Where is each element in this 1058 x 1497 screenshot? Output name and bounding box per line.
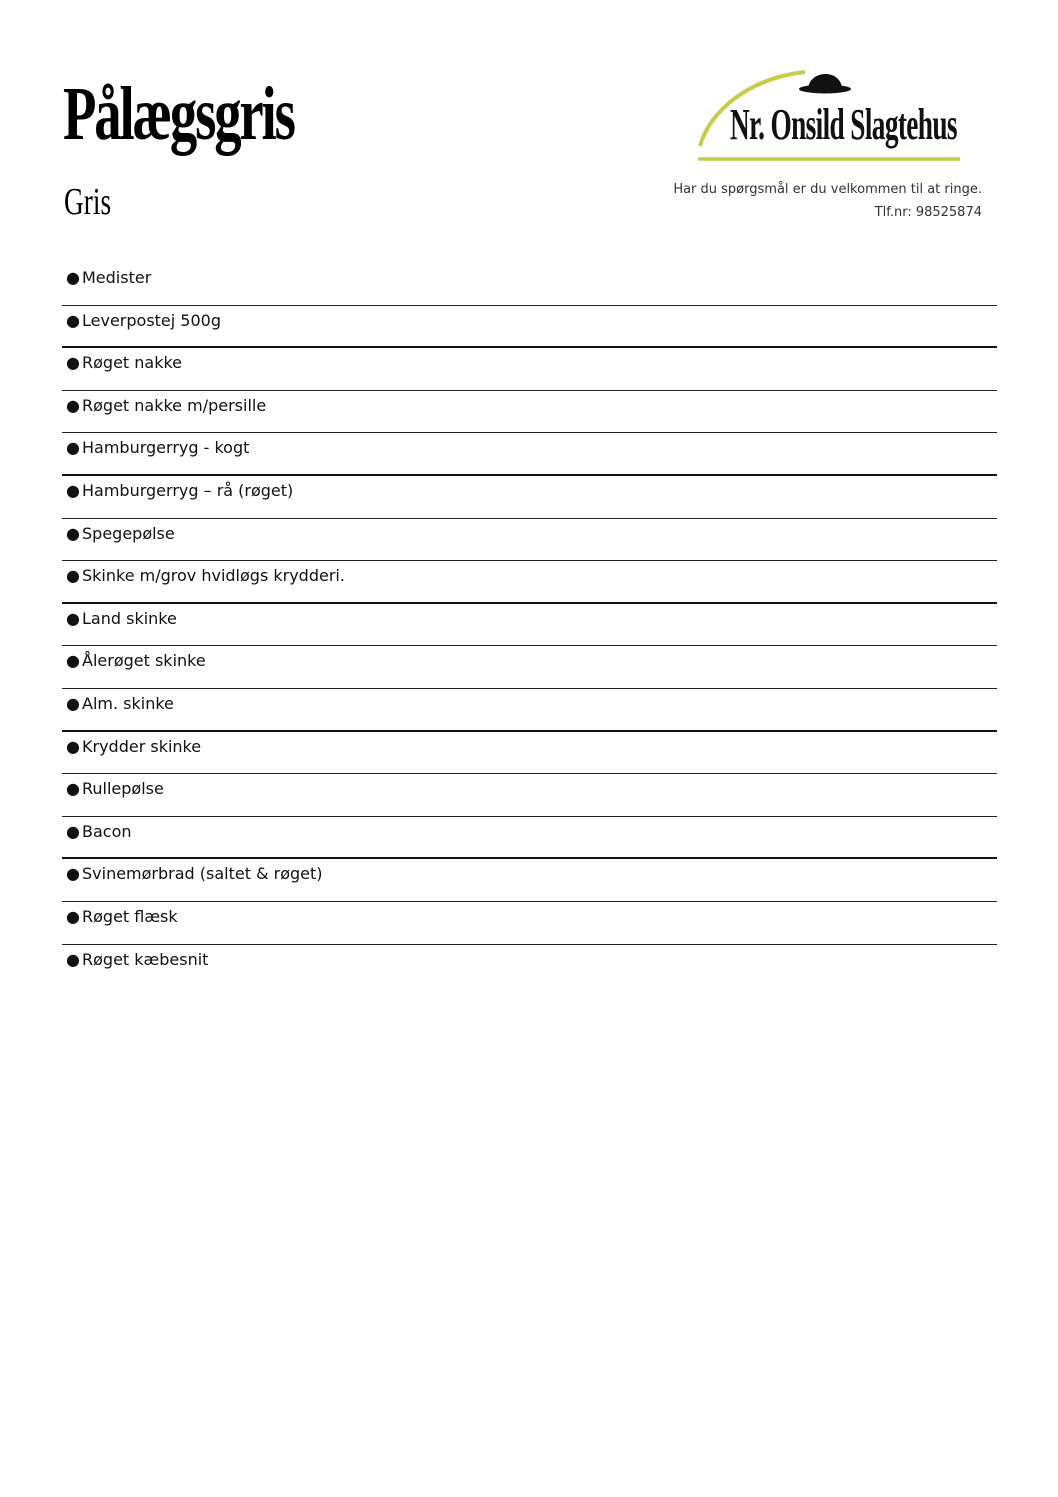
bullet-icon: ● bbox=[66, 353, 80, 373]
list-item bbox=[62, 348, 997, 391]
page-subtitle: Gris bbox=[64, 181, 112, 223]
list-item bbox=[62, 774, 997, 817]
contact-line: Har du spørgsmål er du velkommen til at ringe. bbox=[673, 182, 982, 197]
list-item bbox=[62, 306, 997, 349]
list-item bbox=[62, 561, 997, 604]
bullet-icon: ● bbox=[66, 268, 80, 287]
item-label: Svinemørbrad (saltet & røget) bbox=[82, 864, 323, 884]
list-item bbox=[62, 732, 997, 775]
bullet-icon: ● bbox=[66, 480, 80, 500]
bullet-icon: ● bbox=[66, 693, 80, 713]
list-item bbox=[62, 519, 997, 562]
list-item bbox=[62, 689, 997, 732]
bullet-icon: ● bbox=[66, 736, 80, 756]
product-list bbox=[62, 263, 997, 987]
bullet-icon: ● bbox=[66, 906, 80, 926]
list-item bbox=[62, 945, 997, 988]
bullet-icon: ● bbox=[66, 395, 80, 415]
bullet-icon: ● bbox=[66, 651, 80, 671]
item-label: Leverpostej 500g bbox=[82, 310, 221, 330]
list-item bbox=[62, 433, 997, 476]
bullet-icon: ● bbox=[66, 779, 80, 799]
item-label: Bacon bbox=[82, 821, 132, 841]
item-label: Røget nakke bbox=[82, 353, 183, 373]
bullet-icon: ● bbox=[66, 438, 80, 458]
item-label: Røget nakke m/persille bbox=[82, 395, 267, 415]
item-label: Krydder skinke bbox=[82, 736, 202, 756]
bullet-icon: ● bbox=[66, 949, 80, 969]
list-item bbox=[62, 646, 997, 689]
list-item bbox=[62, 263, 997, 306]
bullet-icon: ● bbox=[66, 523, 80, 543]
item-label: Hamburgerryg – rå (røget) bbox=[82, 480, 294, 500]
bullet-icon: ● bbox=[66, 608, 80, 628]
item-label: Land skinke bbox=[82, 608, 177, 628]
item-label: Rullepølse bbox=[82, 779, 164, 799]
contact-info bbox=[673, 178, 982, 224]
item-label: Røget kæbesnit bbox=[82, 949, 209, 969]
hat-icon bbox=[799, 74, 851, 94]
list-item bbox=[62, 817, 997, 860]
list-item bbox=[62, 391, 997, 434]
item-label: Skinke m/grov hvidløgs krydderi. bbox=[82, 566, 345, 586]
item-label: Spegepølse bbox=[82, 523, 175, 543]
item-label: Medister bbox=[82, 268, 152, 287]
page-title: Pålægsgris bbox=[63, 72, 294, 156]
list-item bbox=[62, 859, 997, 902]
list-item bbox=[62, 476, 997, 519]
bullet-icon: ● bbox=[66, 864, 80, 884]
bullet-icon: ● bbox=[66, 821, 80, 841]
list-item bbox=[62, 604, 997, 647]
phone-number: Tlf.nr: 98525874 bbox=[874, 205, 982, 220]
bullet-icon: ● bbox=[66, 310, 80, 330]
item-label: Hamburgerryg - kogt bbox=[82, 438, 250, 458]
bullet-icon: ● bbox=[66, 566, 80, 586]
list-item bbox=[62, 902, 997, 945]
item-label: Ålerøget skinke bbox=[82, 651, 206, 671]
item-label: Røget flæsk bbox=[82, 906, 178, 926]
logo-text: Nr. Onsild Slagtehus bbox=[730, 100, 957, 149]
item-label: Alm. skinke bbox=[82, 693, 174, 713]
